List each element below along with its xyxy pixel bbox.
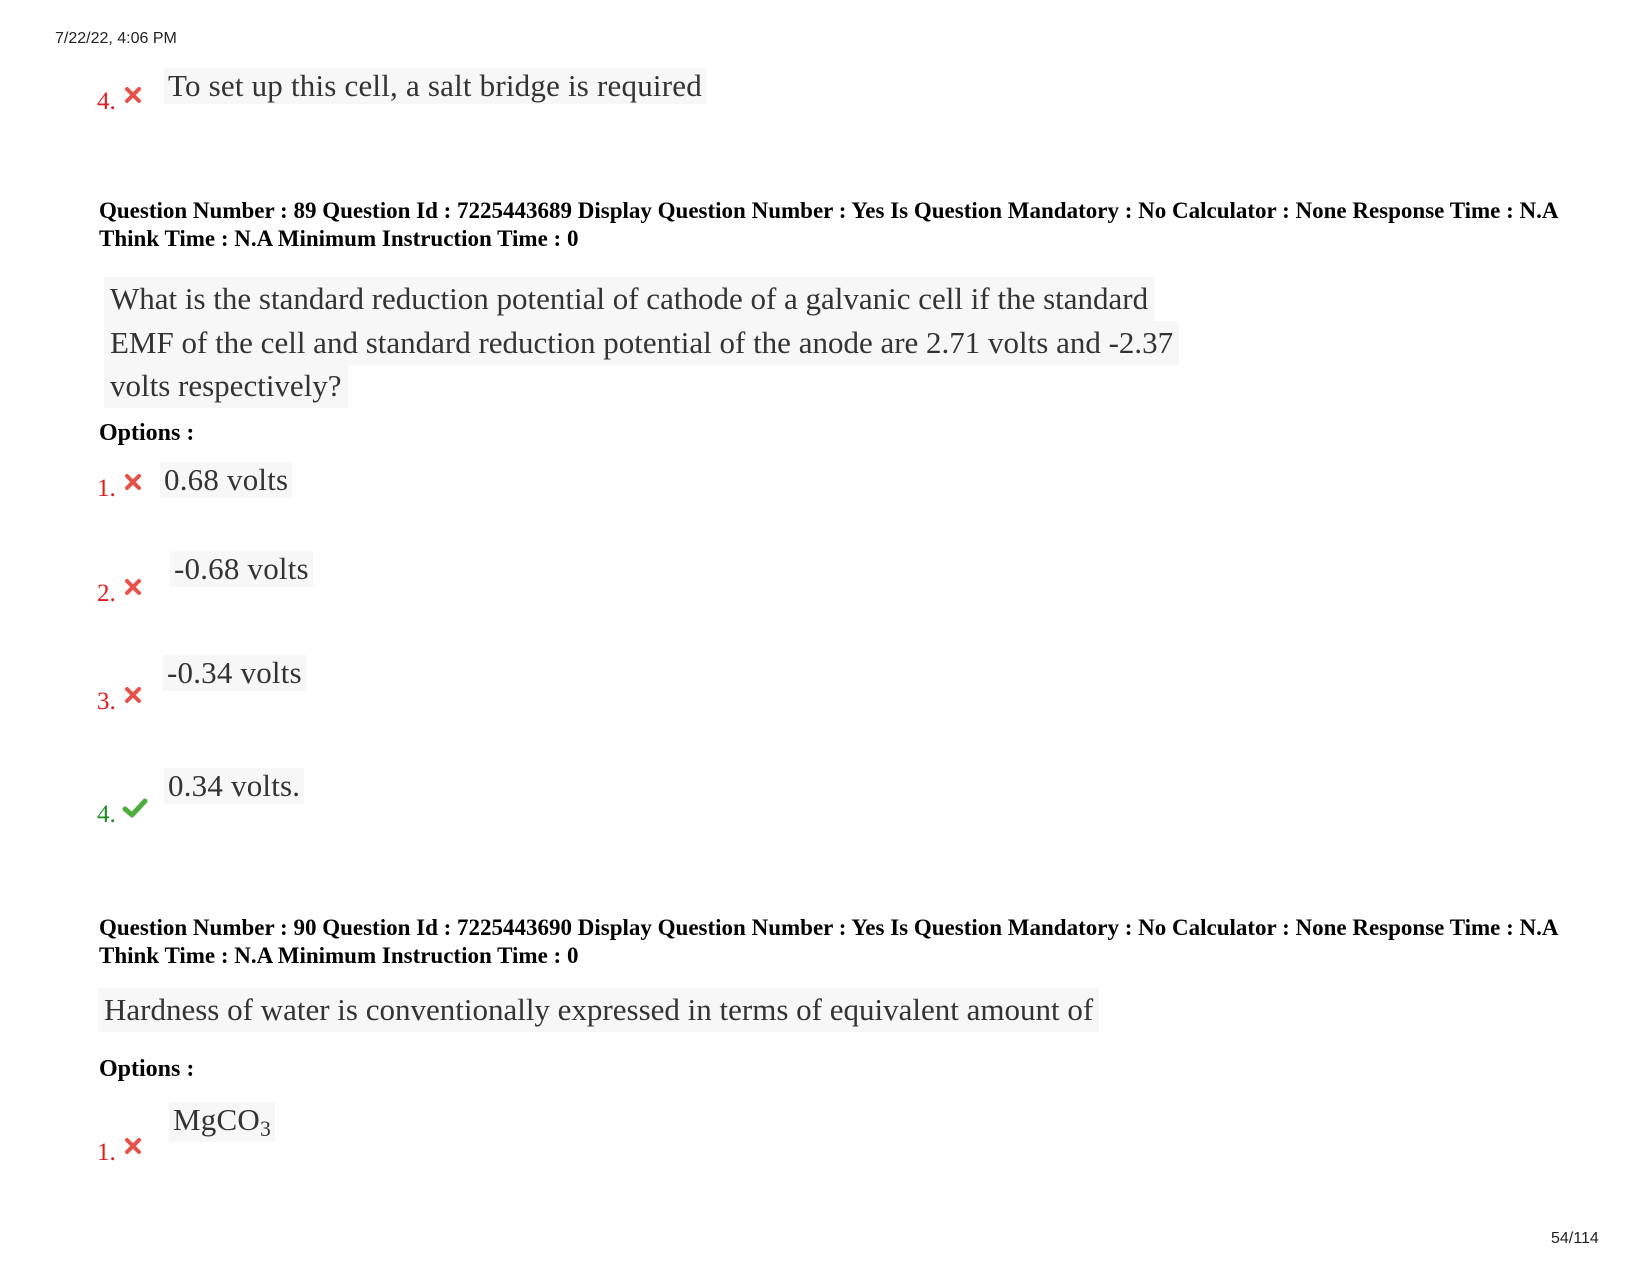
cross-icon (124, 686, 142, 709)
cross-icon (124, 86, 142, 109)
option-text: 0.68 volts (160, 462, 292, 498)
cross-icon (124, 1137, 142, 1160)
option-number: 3. (97, 688, 116, 715)
option-row (97, 475, 142, 504)
cross-icon (124, 473, 142, 496)
question-text-line: volts respectively? (104, 364, 348, 408)
option-number: 1. (97, 1139, 116, 1166)
option-text: -0.34 volts (163, 655, 306, 691)
cross-icon (124, 578, 142, 601)
option-text (169, 1102, 275, 1142)
print-timestamp: 7/22/22, 4:06 PM (55, 30, 177, 47)
question-text-line: EMF of the cell and standard reduction potential of the anode are 2.71 volts and -2.37 (104, 321, 1179, 365)
question-meta: Question Number : 90 Question Id : 7225443690 Display Question Number : Yes Is Question Mandatory : No Calculator : None Response Time : N.A Think Time : N.A Minimum Instruction Time : 0 (99, 915, 1558, 968)
question-text: Hardness of water is conventionally expressed in terms of equivalent amount of (98, 988, 1099, 1032)
options-label: Options : (99, 420, 195, 446)
option-number: 2. (97, 580, 116, 607)
formula-main: MgCO (173, 1102, 260, 1137)
option-row (97, 580, 142, 609)
question-text-line: What is the standard reduction potential of cathode of a galvanic cell if the standard (104, 277, 1154, 321)
prev-option-4-number-row (97, 88, 142, 117)
check-icon (122, 797, 148, 824)
option-number: 1. (97, 475, 116, 502)
option-number: 4. (97, 88, 116, 115)
option-row (97, 801, 148, 832)
option-text: To set up this cell, a salt bridge is required (164, 68, 706, 104)
option-text: 0.34 volts. (164, 768, 304, 804)
formula-subscript: 3 (259, 1117, 271, 1141)
option-text: -0.68 volts (170, 551, 313, 587)
option-number: 4. (97, 801, 116, 828)
question-meta: Question Number : 89 Question Id : 7225443689 Display Question Number : Yes Is Question Mandatory : No Calculator : None Response Time : N.A Think Time : N.A Minimum Instruction Time : 0 (99, 198, 1558, 251)
page-number: 54/114 (1551, 1230, 1599, 1247)
option-row (97, 1139, 142, 1168)
options-label: Options : (99, 1056, 195, 1082)
option-row (97, 688, 142, 717)
